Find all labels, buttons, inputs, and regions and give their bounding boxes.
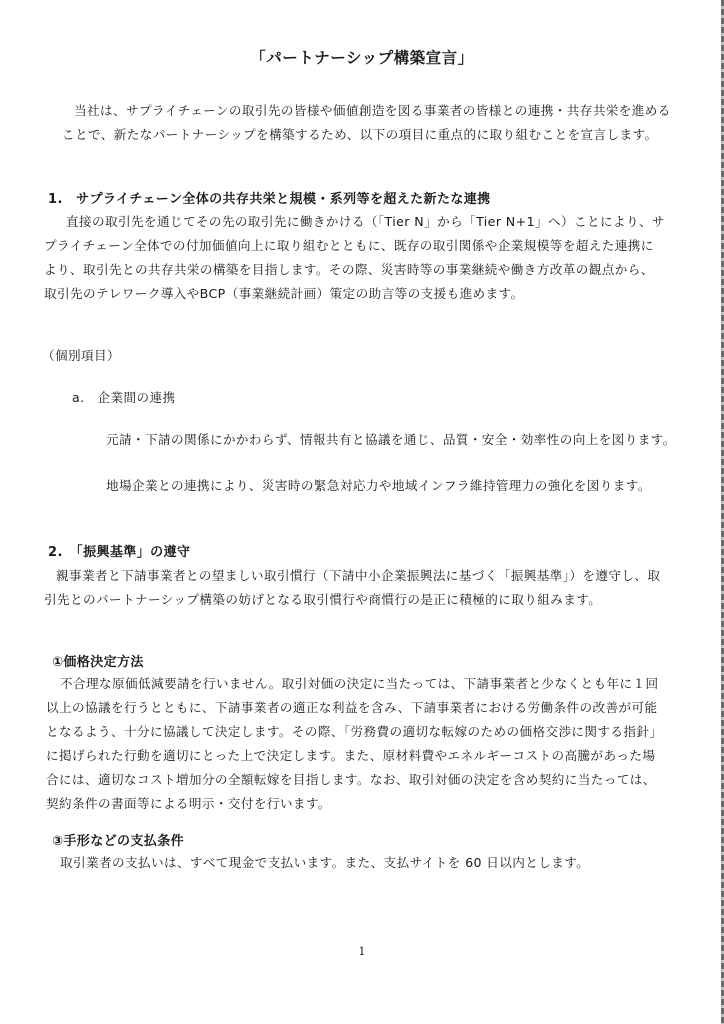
item-a-paragraph-1: 元請・下請の関係にかかわらず、情報共有と協議を通じ、品質・安全・効率性の向上を図ります。 [106, 432, 676, 447]
section-2-body: 親事業者と下請事業者との望ましい取引慣行（下請中小企業振興法に基づく「振興基準」）を遵守し、取引先とのパートナーシップ構築の妨げとなる取引慣行や商慣行の是正に積極的に取り組みます。 [44, 568, 661, 607]
section-1-body: 直接の取引先を通じてその先の取引先に働きかける（「Tier N」から「Tier N+1」へ）ことにより、サプライチェーン全体での付加価値向上に取り組むとともに、既存の取引関係や企業規模等を超えた連携により、取引先との共存共栄の構築を目指します。その際、災害時等の事業継続や働き方改革の観点から、取引先のテレワーク導入やBCP（事業継続計画）策定の助言等の支援も進めます。 [44, 214, 665, 301]
section-2-heading: 2. 「振興基準」の遵守 [48, 545, 191, 560]
page-number: 1 [358, 945, 366, 958]
payment-terms-heading: ③手形などの支払条件 [52, 834, 185, 849]
individual-items-label: （個別項目） [42, 348, 120, 363]
price-determination-heading: ①価格決定方法 [52, 655, 144, 670]
intro-paragraph: 当社は、サプライチェーンの取引先の皆様や価値創造を図る事業者の皆様との連携・共存共栄を進めることで、新たなパートナーシップを構築するため、以下の項目に重点的に取り組むことを宣言します。 [62, 103, 671, 142]
document-title: 「パートナーシップ構築宣言」 [250, 49, 474, 67]
price-determination-body: 不合理な原価低減要請を行いません。取引対価の決定に当たっては、下請事業者と少なくとも年に１回以上の協議を行うとともに、下請事業者の適正な利益を含み、下請事業者における労働条件の改善が可能となるよう、十分に協議して決定します。その際、「労務費の適切な転嫁のための価格交渉に関する指針」に掲げられた行動を適切にとった上で決定します。また、原材料費やエネルギーコストの高騰があった場合には、適切なコスト増加分の全額転嫁を目指します。なお、取引対価の決定を含め契約に当たっては、契約条件の書面等による明示・交付を行います。 [46, 676, 663, 811]
item-a-paragraph-2: 地場企業との連携により、災害時の緊急対応力や地域インフラ維持管理力の強化を図ります。 [106, 478, 651, 493]
item-a-title: a. 企業間の連携 [72, 390, 176, 405]
section-1-heading: 1. サプライチェーン全体の共存共栄と規模・系列等を超えた新たな連携 [48, 192, 491, 207]
payment-terms-body: 取引業者の支払いは、すべて現金で支払います。また、支払サイトを 60 日以内とします。 [60, 855, 590, 870]
